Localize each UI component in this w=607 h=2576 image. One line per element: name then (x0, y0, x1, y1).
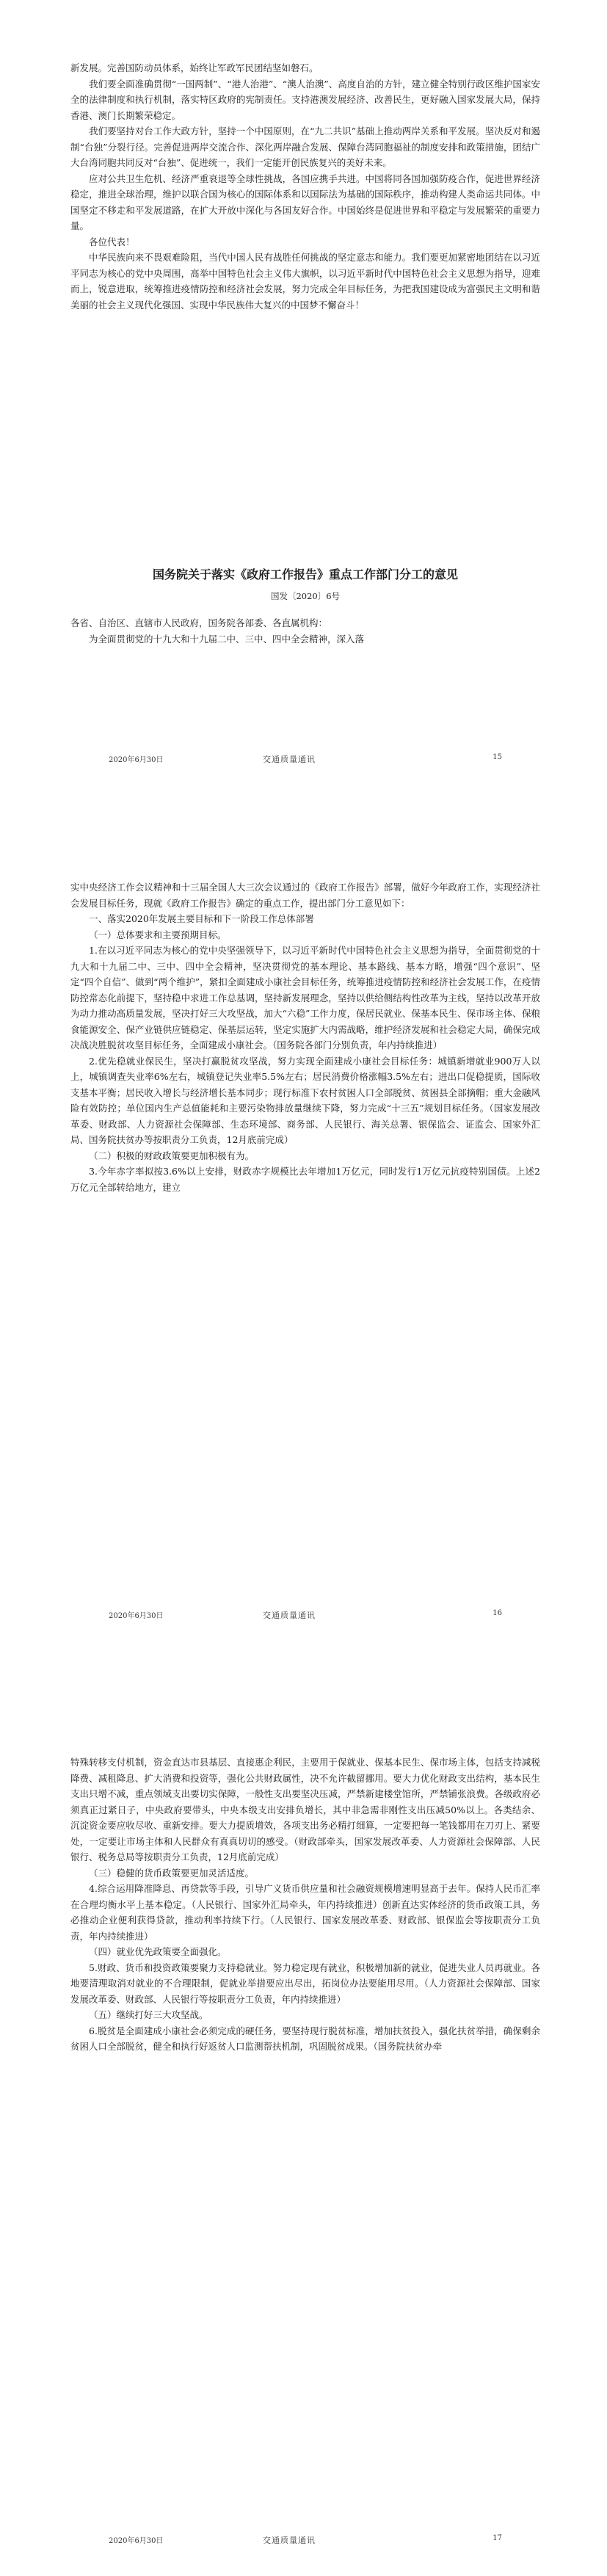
paragraph: 为全面贯彻党的十九大和十九届二中、三中、四中全会精神，深入落 (89, 633, 365, 645)
footer-date: 2020年6月30日 (109, 1612, 164, 1620)
footer-brand: 交通质量通讯 (263, 2536, 316, 2545)
document-title: 国务院关于落实《政府工作报告》重点工作部门分工的意见 (152, 567, 458, 581)
paragraph: 6.脱贫是全面建成小康社会必须完成的硬任务，要坚持现行脱贫标准，增加扶贫投入，强化扶贫举措，确保剩余贫困人口全部脱贫，健全和执行好返贫人口监测帮扶机制，巩固脱贫成果。（国务院扶贫办牵 (70, 2025, 540, 2052)
paragraph: 应对公共卫生危机、经济严重衰退等全球性挑战，各国应携手共进。中国将同各国加强防疫合作，促进世界经济稳定，推进全球治理，维护以联合国为核心的国际体系和以国际法为基础的国际秩序，推动构建人类命运共同体。中国坚定不移走和平发展道路，在扩大开放中深化与各国友好合作。中国始终是促进世界和平稳定与发展繁荣的重要力量。 (70, 173, 540, 231)
page-number: 15 (492, 753, 502, 761)
page-footer (70, 2534, 540, 2547)
paragraph: 新发展。完善国防动员体系，始终让军政军民团结坚如磐石。 (70, 62, 319, 73)
subsection-heading: （四）就业优先政策要全面强化。 (89, 1946, 227, 1957)
page-number: 17 (492, 2534, 502, 2542)
subsection-heading: （一）总体要求和主要预期目标。 (89, 929, 227, 940)
subsection-heading: （二）积极的财政政策要更加积极有为。 (89, 1150, 255, 1161)
page-2 (0, 844, 607, 1703)
paragraph: 特殊转移支付机制，资金直达市县基层、直接惠企利民，主要用于保就业、保基本民生、保市场主体，包括支持减税降费、减租降息、扩大消费和投资等，强化公共财政属性，决不允许截留挪用。要大力优化财政支出结构，基本民生支出只增不减，重点领域支出要切实保障，一般性支出要坚决压减，严禁新建楼堂馆所，严禁铺张浪费。各级政府必须真正过紧日子，中央政府要带头，中央本级支出安排负增长，其中非急需非刚性支出压减50%以上。各类结余、沉淀资金要应收尽收、重新安排。要大力提质增效，各项支出务必精打细算，一定要把每一笔钱都用在刀刃上、紧要处，一定要让市场主体和人民群众有真真切切的感受。（财政部牵头，国家发展改革委、人力资源社会保障部、人民银行、税务总局等按职责分工负责，12月底前完成） (70, 1757, 540, 1862)
page-footer (70, 753, 540, 766)
page-3 (0, 1703, 607, 2576)
paragraph: 我们要坚持对台工作大政方针，坚持一个中国原则，在“九二共识”基础上推动两岸关系和平发展。坚决反对和遏制“台独”分裂行径。完善促进两岸交流合作、深化两岸融合发展、保障台湾同胞福祉的制度安排和政策措施，团结广大台湾同胞共同反对“台独”、促进统一，我们一定能开创民族复兴的美好未来。 (70, 126, 540, 168)
paragraph: 5.财政、货币和投资政策要聚力支持稳就业。努力稳定现有就业，积极增加新的就业，促进失业人员再就业。各地要清理取消对就业的不合理限制，促就业举措要应出尽出，拓岗位办法要能用尽用。（人力资源社会保障部、国家发展改革委、财政部、人民银行等按职责分工负责，年内持续推进） (70, 1962, 540, 2005)
salutation: 各省、自治区、直辖市人民政府，国务院各部委、各直属机构： (70, 617, 328, 628)
paragraph: 3.今年赤字率拟按3.6%以上安排，财政赤字规模比去年增加1万亿元，同时发行1万亿元抗疫特别国债。上述2万亿元全部转给地方，建立 (70, 1166, 540, 1193)
footer-date: 2020年6月30日 (109, 756, 164, 764)
paragraph: 1.在以习近平同志为核心的党中央坚强领导下，以习近平新时代中国特色社会主义思想为指导，全面贯彻党的十九大和十九届二中、三中、四中全会精神，坚决贯彻党的基本理论、基本路线、基本方略，增强“四个意识”、坚定“四个自信”、做到“两个维护”，紧扣全面建成小康社会目标任务，统筹推进疫情防控和经济社会发展工作，在疫情防控常态化前提下，坚持稳中求进工作总基调，坚持新发展理念，坚持以供给侧结构性改革为主线，坚持以改革开放为动力推动高质量发展，坚决打好三大攻坚战，加大“六稳”工作力度，保居民就业、保基本民生、保市场主体、保粮食能源安全、保产业链供应链稳定、保基层运转，坚定实施扩大内需战略，维护经济发展和社会稳定大局，确保完成决战决胜脱贫攻坚目标任务，全面建成小康社会。（国务院各部门分别负责，年内持续推进） (70, 945, 540, 1051)
paragraph: 实中央经济工作会议精神和十三届全国人大三次会议通过的《政府工作报告》部署，做好今年政府工作，实现经济社会发展目标任务，现就《政府工作报告》确定的重点工作，提出部门分工意见如下： (70, 882, 540, 909)
page-number: 16 (492, 1609, 502, 1617)
footer-brand: 交通质量通讯 (263, 755, 316, 764)
document-number: 国发〔2020〕6号 (270, 591, 341, 601)
paragraph: 我们要全面准确贯彻“一国两制”、“港人治港”、“澳人治澳”、高度自治的方针，建立健全特别行政区维护国家安全的法律制度和执行机制，落实特区政府的宪制责任。支持港澳发展经济、改善民生，更好融入国家发展大局，保持香港、澳门长期繁荣稳定。 (70, 78, 540, 121)
subsection-heading: （五）继续打好三大攻坚战。 (89, 2009, 208, 2020)
subsection-heading: （三）稳健的货币政策要更加灵活适度。 (89, 1867, 255, 1879)
paragraph: 4.综合运用降准降息、再贷款等手段，引导广义货币供应量和社会融资规模增速明显高于去年。保持人民币汇率在合理均衡水平上基本稳定。（人民银行、国家外汇局牵头，年内持续推进）创新直达实体经济的货币政策工具，务必推动企业便利获得贷款，推动利率持续下行。（人民银行、国家发展改革委、财政部、银保监会等按职责分工负责，年内持续推进） (70, 1883, 540, 1942)
paragraph: 中华民族向来不畏艰难险阻，当代中国人民有战胜任何挑战的坚定意志和能力。我们要更加紧密地团结在以习近平同志为核心的党中央周围，高举中国特色社会主义伟大旗帜，以习近平新时代中国特色社会主义思想为指导，迎难而上，锐意进取，统筹推进疫情防控和经济社会发展，努力完成全年目标任务，为把我国建设成为富强民主文明和谐美丽的社会主义现代化强国、实现中华民族伟大复兴的中国梦不懈奋斗！ (70, 252, 540, 311)
footer-brand: 交通质量通讯 (263, 1611, 316, 1620)
page-1-body (70, 60, 540, 313)
paragraph: 2.优先稳就业保民生，坚决打赢脱贫攻坚战，努力实现全面建成小康社会目标任务：城镇新增就业900万人以上，城镇调查失业率6%左右，城镇登记失业率5.5%左右；居民消费价格涨幅3.5%左右；进出口促稳提质，国际收支基本平衡；居民收入增长与经济增长基本同步；现行标准下农村贫困人口全部脱贫、贫困县全部摘帽；重大金融风险有效防控；单位国内生产总值能耗和主要污染物排放量继续下降，努力完成“十三五”规划目标任务。（国家发展改革委、财政部、人力资源社会保障部、生态环境部、商务部、人民银行、海关总署、银保监会、证监会、国家外汇局、国务院扶贫办等按职责分工负责，12月底前完成） (70, 1055, 540, 1145)
page-1 (0, 0, 607, 844)
page-2-body (70, 879, 540, 1195)
page-footer (70, 1609, 540, 1622)
paragraph: 各位代表！ (89, 236, 135, 247)
page-1-body-after-title (70, 615, 540, 647)
footer-date: 2020年6月30日 (109, 2537, 164, 2545)
section-heading: 一、落实2020年发展主要目标和下一阶段工作总体部署 (89, 913, 314, 924)
page-3-body (70, 1755, 540, 2055)
